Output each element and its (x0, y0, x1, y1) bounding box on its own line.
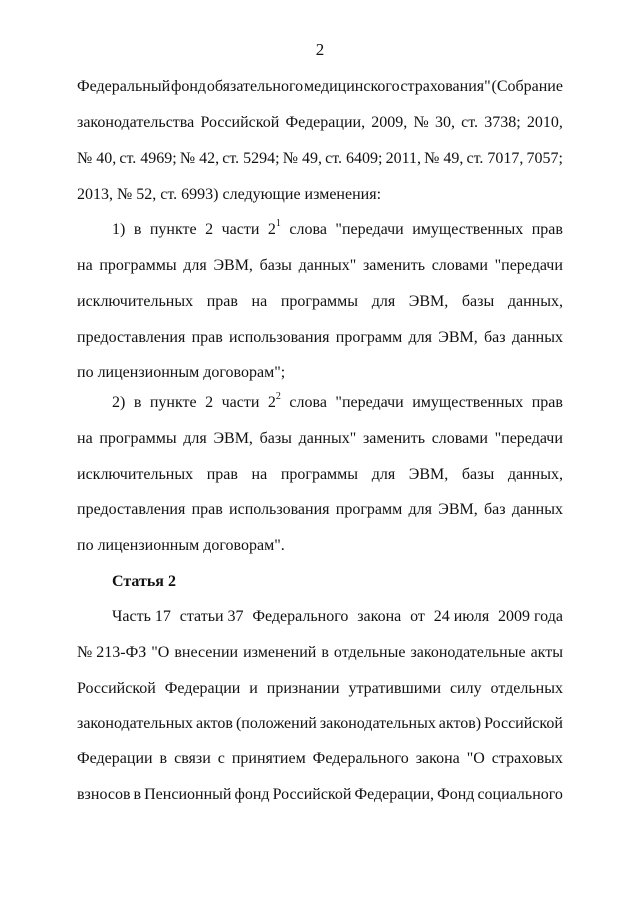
word: Российской (77, 680, 156, 697)
word: имущественных (412, 221, 524, 238)
word: 2 (205, 394, 214, 411)
word: прав (206, 293, 238, 310)
word: части (221, 394, 260, 411)
word: для (371, 293, 396, 310)
word: пункте (149, 221, 197, 238)
word: базы (259, 257, 292, 274)
list-item-line: по лицензионным договорам"; (77, 364, 286, 381)
word: № 42, (179, 150, 220, 167)
word: ЭВМ, (213, 430, 253, 447)
word: фонд (171, 78, 207, 95)
word: социального (477, 786, 563, 803)
word: отдельных (490, 680, 563, 697)
word: 1) (112, 221, 126, 238)
word: программы (99, 257, 177, 274)
part-superscript: 1 (275, 217, 281, 229)
paragraph-line (77, 785, 563, 805)
word: Федеральный (77, 78, 171, 95)
part-number: $2^2$ (267, 390, 281, 411)
paragraph-line (77, 714, 563, 734)
word: слова (289, 394, 327, 411)
word: ст. 4969; (119, 150, 177, 167)
word: Пенсионный (144, 786, 232, 803)
word: страховых (491, 750, 563, 767)
word: Российской (272, 786, 352, 803)
list-item-line (77, 328, 563, 348)
word: в (321, 644, 329, 661)
word: акты (530, 644, 563, 661)
word: ЭВМ, (408, 293, 449, 310)
word: № 49, (282, 150, 322, 167)
article-heading: Статья 2 (112, 573, 176, 590)
word: силу (449, 680, 482, 697)
word: 30, (434, 114, 455, 131)
paragraph-line (77, 643, 563, 663)
word: 2009, (371, 114, 408, 131)
word: базы (461, 466, 495, 483)
word: прав (191, 329, 223, 346)
word: имущественных (412, 394, 524, 411)
word: 2010, (526, 114, 563, 131)
word: для (408, 329, 432, 346)
word: ЭВМ, (213, 257, 253, 274)
word: № 49, (424, 150, 464, 167)
word: законодательных (319, 715, 436, 732)
word: связи (174, 750, 211, 767)
word: страхования" (400, 78, 491, 95)
word: баз (484, 329, 506, 346)
word: Российской (200, 114, 280, 131)
word: данных, (507, 293, 563, 310)
list-item-line (77, 256, 563, 276)
word: законодательства (77, 114, 195, 131)
word: медицинского (303, 78, 400, 95)
word: ЭВМ, (408, 466, 449, 483)
word: на (77, 257, 93, 274)
word: программ (335, 329, 403, 346)
list-item-line (77, 429, 563, 449)
page-number: 2 (315, 40, 325, 59)
word: баз (484, 501, 506, 518)
word: для (183, 257, 207, 274)
word: Российской (484, 715, 563, 732)
word: прав (206, 466, 238, 483)
word: в (133, 221, 142, 238)
word: данных (511, 501, 563, 518)
word: 3738; (484, 114, 521, 131)
word: данных" (298, 430, 357, 447)
word: части (221, 221, 260, 238)
word: на (251, 466, 268, 483)
word: в (133, 786, 142, 803)
word: в (133, 394, 142, 411)
word: № (413, 114, 429, 131)
word: законодательных (77, 715, 193, 732)
word: Часть 17 (112, 608, 171, 625)
word: "передачи (494, 430, 563, 447)
word: ЭВМ, (438, 329, 478, 346)
word: прав (531, 394, 563, 411)
word: данных (511, 329, 563, 346)
word: на (77, 430, 93, 447)
word: данных, (507, 466, 563, 483)
word: обязательного (206, 78, 304, 95)
word: Федерации, (285, 114, 366, 131)
list-item-line (112, 217, 563, 240)
list-item-line (77, 292, 563, 312)
word: базы (259, 430, 292, 447)
word: ЭВМ, (438, 501, 478, 518)
word: (Собрание (491, 78, 563, 95)
word: ст. 7017, (466, 150, 524, 167)
word: для (371, 466, 396, 483)
word: заменить (362, 257, 426, 274)
word: программы (280, 466, 359, 483)
word: принятием (231, 750, 306, 767)
word: от (410, 608, 425, 625)
word: для (408, 501, 432, 518)
word: 2009 года (498, 608, 563, 625)
word: слова (289, 221, 327, 238)
word: "передачи (335, 394, 404, 411)
word: программы (280, 293, 359, 310)
word: пункте (149, 394, 197, 411)
word: с (217, 750, 225, 767)
word: закона (415, 750, 460, 767)
word: и (249, 680, 258, 697)
word: (положений (235, 715, 317, 732)
paragraph-line (77, 149, 563, 169)
word: исключительных (77, 466, 194, 483)
list-item-line (77, 465, 563, 485)
word: внесении (174, 644, 239, 661)
word: использования (229, 501, 330, 518)
part-number: $2^1$ (267, 217, 281, 238)
word: ст. (461, 114, 479, 131)
word: Федерации, (354, 786, 435, 803)
word: закона (357, 608, 402, 625)
paragraph-line (77, 77, 563, 97)
word: актов) (438, 715, 482, 732)
word: Федерального (312, 750, 409, 767)
part-superscript: 2 (275, 390, 281, 402)
word: словами (431, 257, 488, 274)
word: 2 (205, 221, 214, 238)
word: использования (229, 329, 330, 346)
word: в (159, 750, 168, 767)
word: Федерации (77, 750, 153, 767)
word: 2011, (385, 150, 421, 167)
word: на (251, 293, 268, 310)
word: прав (531, 221, 563, 238)
word: прав (191, 501, 223, 518)
list-item-line (112, 390, 563, 413)
word: признании (266, 680, 340, 697)
list-item-line (77, 500, 563, 520)
word: "О (151, 644, 170, 661)
word: законодательные (410, 644, 526, 661)
word: № 213-ФЗ (77, 644, 147, 661)
word: словами (431, 430, 488, 447)
word: 7057; (526, 150, 563, 167)
word: предоставления (77, 329, 186, 346)
word: Федерального (252, 608, 349, 625)
word: программ (335, 501, 403, 518)
word: программы (99, 430, 177, 447)
word: 24 июля (433, 608, 490, 625)
word: базы (461, 293, 495, 310)
paragraph-line (77, 679, 563, 699)
word: Федерации (164, 680, 241, 697)
word: взносов (77, 786, 131, 803)
word: ст. 5294; (222, 150, 280, 167)
word: статьи 37 (179, 608, 244, 625)
word: данных" (298, 257, 357, 274)
word: утратившими (348, 680, 442, 697)
word: № 40, (77, 150, 117, 167)
word: "О (466, 750, 485, 767)
word: исключительных (77, 293, 194, 310)
word: фонд (234, 786, 270, 803)
list-item-line: по лицензионным договорам". (77, 537, 285, 554)
word: отдельные (333, 644, 406, 661)
word: актов (195, 715, 233, 732)
word: Фонд (437, 786, 475, 803)
paragraph-line (112, 607, 563, 627)
word: заменить (362, 430, 426, 447)
word: для (183, 430, 207, 447)
word: изменений (243, 644, 317, 661)
word: ст. 6409; (325, 150, 383, 167)
paragraph-line (77, 749, 563, 769)
paragraph-line (77, 113, 563, 133)
word: "передачи (494, 257, 563, 274)
word: предоставления (77, 501, 186, 518)
word: "передачи (335, 221, 404, 238)
paragraph-line: 2013, № 52, ст. 6993) следующие изменения: (77, 186, 382, 203)
word: 2) (112, 394, 126, 411)
